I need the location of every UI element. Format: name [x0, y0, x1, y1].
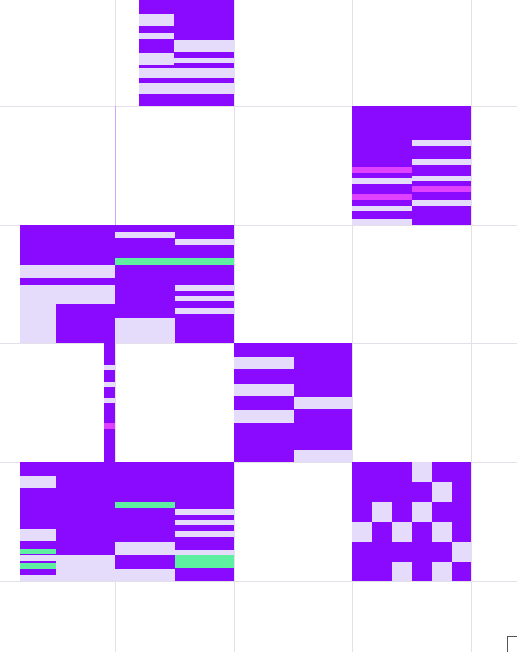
block-r4-c0 — [20, 462, 115, 581]
mint-band — [20, 549, 56, 554]
light-band — [412, 140, 471, 146]
accent-line — [115, 106, 116, 225]
block-r2-c1 — [115, 225, 234, 343]
grid-line-v — [234, 0, 235, 652]
light-band — [115, 542, 175, 555]
light-band — [20, 265, 115, 278]
light-cell — [372, 502, 392, 522]
light-band — [56, 561, 115, 581]
light-band — [175, 509, 234, 515]
light-band — [352, 206, 412, 211]
magenta-band — [412, 186, 471, 192]
light-band — [139, 14, 174, 26]
light-band — [175, 308, 234, 314]
magenta-band — [104, 423, 115, 429]
light-band — [175, 520, 234, 525]
light-cell — [392, 562, 412, 581]
magenta-band — [352, 167, 412, 173]
block-r0-c1 — [139, 0, 234, 106]
light-band — [20, 285, 115, 292]
grid-line-h — [0, 581, 517, 582]
light-band — [294, 450, 352, 462]
light-band — [234, 357, 294, 369]
resize-corner-icon[interactable] — [507, 636, 517, 652]
block-r3-c0-strip — [104, 343, 115, 462]
block-r1-c3 — [352, 106, 471, 225]
light-band — [20, 292, 115, 304]
light-band — [174, 58, 234, 63]
light-cell — [352, 522, 372, 542]
light-band — [234, 410, 294, 423]
light-cell — [432, 562, 452, 581]
mint-band — [175, 555, 234, 568]
mint-band — [115, 258, 234, 265]
light-band — [174, 40, 234, 52]
light-band — [139, 68, 234, 78]
light-band — [20, 476, 56, 488]
light-band — [294, 397, 352, 409]
light-band — [139, 83, 234, 94]
light-band — [104, 382, 115, 387]
light-band — [175, 285, 234, 291]
light-cell — [452, 542, 471, 562]
light-band — [115, 318, 175, 343]
light-cell — [392, 522, 412, 542]
light-cell — [432, 522, 452, 542]
light-band — [352, 219, 412, 225]
light-cell — [432, 482, 452, 502]
light-band — [139, 53, 174, 65]
light-band — [115, 232, 175, 238]
block-r2-c0 — [20, 225, 115, 343]
mint-band — [20, 563, 56, 569]
light-cell — [412, 502, 432, 522]
light-band — [412, 159, 471, 165]
light-band — [20, 529, 56, 541]
light-band — [175, 296, 234, 301]
light-band — [352, 178, 412, 184]
block-r3-c2 — [234, 343, 352, 462]
light-band — [20, 304, 56, 343]
grid-line-v — [471, 0, 472, 652]
light-band — [139, 33, 174, 39]
light-band — [175, 531, 234, 537]
light-band — [412, 176, 471, 181]
light-band — [104, 365, 115, 370]
magenta-band — [352, 194, 412, 200]
light-band — [115, 569, 175, 581]
light-band — [20, 575, 56, 581]
light-band — [234, 384, 294, 396]
light-cell — [412, 462, 432, 482]
light-band — [175, 239, 234, 245]
mint-band — [115, 502, 175, 508]
light-band — [104, 398, 115, 403]
block-r4-c1 — [115, 462, 234, 581]
block-r4-c3-checker — [352, 462, 471, 581]
light-band — [412, 200, 471, 206]
